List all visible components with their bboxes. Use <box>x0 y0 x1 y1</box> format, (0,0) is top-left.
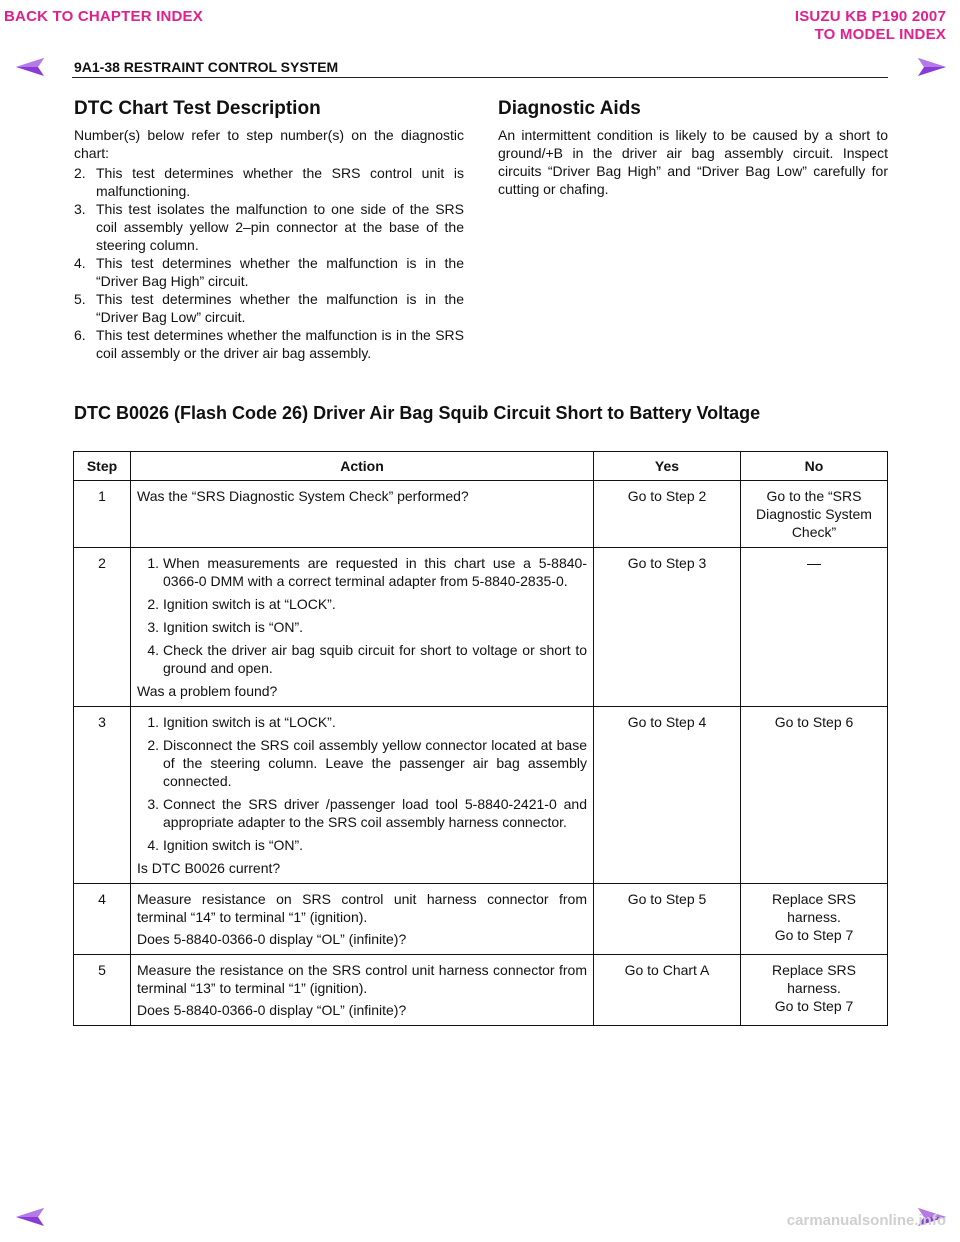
to-model-index-label: TO MODEL INDEX <box>814 26 946 43</box>
yes-cell <box>594 955 741 1026</box>
no-text: Go to Step 7 <box>774 998 854 1014</box>
action-step-number: 3. <box>147 619 159 635</box>
action-step-text: Ignition switch is at “LOCK”. <box>163 714 336 730</box>
action-step <box>137 713 587 731</box>
step-cell: 4 <box>74 884 131 955</box>
step-cell: 3 <box>74 707 131 884</box>
table-row <box>74 884 888 955</box>
no-text: Replace SRS <box>771 891 857 907</box>
no-text: ⎯⎯ <box>807 555 821 571</box>
model-name-label: ISUZU KB P190 2007 <box>794 8 946 25</box>
test-description-title: DTC Chart Test Description <box>74 98 321 119</box>
action-step <box>137 641 587 677</box>
action-step-number: 4. <box>147 642 159 658</box>
list-item-text: This test isolates the malfunction to one side of the SRS coil assembly yellow 2–pin connector at the base of the steering column. <box>96 201 464 253</box>
running-head: 9A1-38 RESTRAINT CONTROL SYSTEM <box>74 59 339 75</box>
dtc-title: DTC B0026 (Flash Code 26) Driver Air Bag Squib Circuit Short to Battery Voltage <box>74 403 761 423</box>
table-row <box>74 707 888 884</box>
yes-header: Yes <box>594 452 741 481</box>
no-header: No <box>741 452 888 481</box>
list-item-number: 5. <box>74 291 86 307</box>
action-cell <box>131 707 594 884</box>
test-description-list <box>74 164 464 362</box>
test-description-section <box>74 100 464 362</box>
step-cell: 5 <box>74 955 131 1026</box>
action-question: Was a problem found? <box>137 683 278 699</box>
step-cell: 1 <box>74 481 131 548</box>
list-item-text: This test determines whether the malfunction is in the SRS coil assembly or the driver air bag assembly. <box>96 327 464 361</box>
no-text: Go to the “SRS <box>766 488 862 504</box>
action-cell <box>131 548 594 707</box>
table-row <box>74 548 888 707</box>
action-text: Measure resistance on SRS control unit harness connector from terminal “14” to terminal “1” (ignition). <box>137 891 587 925</box>
header-divider <box>72 77 888 78</box>
list-item-text: This test determines whether the malfunction is in the “Driver Bag High” circuit. <box>96 255 464 289</box>
test-description-intro: Number(s) below refer to step number(s) on the diagnostic chart: <box>74 127 464 161</box>
step-header: Step <box>74 452 131 481</box>
no-text: Diagnostic System <box>756 506 872 522</box>
action-step-text: When measurements are requested in this chart use a 5-8840-0366-0 DMM with a correct terminal adapter from 5-8840-2835-0. <box>163 555 587 589</box>
no-text: Go to Step 7 <box>774 927 854 943</box>
diagnostic-aids-text: An intermittent condition is likely to be caused by a short to ground/+B in the driver air bag assembly circuit. Inspect circuits “Driver Bag High” and “Driver Bag Low” carefully for cutting or chafing. <box>498 127 888 197</box>
action-question: Does 5-8840-0366-0 display “OL” (infinite)? <box>137 1002 407 1018</box>
yes-cell <box>594 548 741 707</box>
action-steps-list <box>137 713 587 854</box>
dtc-table <box>73 451 888 1026</box>
action-step-number: 1. <box>147 555 159 571</box>
yes-text: Go to Chart A <box>624 962 710 978</box>
yes-text: Go to Step 2 <box>627 488 707 504</box>
yes-cell <box>594 884 741 955</box>
list-item <box>74 254 464 290</box>
step-cell: 2 <box>74 548 131 707</box>
no-cell <box>741 955 888 1026</box>
no-cell <box>741 481 888 548</box>
no-cell <box>741 884 888 955</box>
action-step <box>137 618 587 636</box>
no-text: harness. <box>787 909 841 925</box>
watermark: carmanualsonline.info <box>786 1212 946 1229</box>
action-cell <box>131 884 594 955</box>
action-question: Is DTC B0026 current? <box>137 860 281 876</box>
action-step-text: Ignition switch is “ON”. <box>163 837 304 853</box>
no-cell <box>741 707 888 884</box>
back-to-chapter-index-link[interactable]: BACK TO CHAPTER INDEX <box>4 8 203 25</box>
table-row <box>74 481 888 548</box>
action-step-text: Ignition switch is “ON”. <box>163 619 304 635</box>
previous-page-arrow-icon[interactable] <box>14 1206 48 1228</box>
action-question: Does 5-8840-0366-0 display “OL” (infinite)? <box>137 931 407 947</box>
action-step-text: Check the driver air bag squib circuit for short to voltage or short to ground and open. <box>163 642 587 676</box>
action-step-number: 3. <box>147 796 159 812</box>
no-text: Check” <box>791 524 837 540</box>
action-header: Action <box>131 452 594 481</box>
action-text: Measure the resistance on the SRS control unit harness connector from terminal “13” to terminal “1” (ignition). <box>137 962 587 996</box>
list-item <box>74 290 464 326</box>
no-text: Go to Step 6 <box>774 714 854 730</box>
action-cell <box>131 481 594 548</box>
action-step-text: Ignition switch is at “LOCK”. <box>163 596 336 612</box>
list-item-number: 2. <box>74 165 86 181</box>
no-text: Replace SRS <box>771 962 857 978</box>
action-step <box>137 554 587 590</box>
yes-cell <box>594 481 741 548</box>
yes-cell <box>594 707 741 884</box>
list-item-text: This test determines whether the SRS control unit is malfunctioning. <box>96 165 464 199</box>
yes-text: Go to Step 3 <box>627 555 707 571</box>
action-step-number: 4. <box>147 837 159 853</box>
no-text: harness. <box>787 980 841 996</box>
no-cell <box>741 548 888 707</box>
action-step-number: 1. <box>147 714 159 730</box>
action-step-number: 2. <box>147 596 159 612</box>
diagnostic-aids-title: Diagnostic Aids <box>498 98 641 119</box>
next-page-arrow-icon[interactable] <box>914 56 948 78</box>
action-step <box>137 795 587 831</box>
action-cell <box>131 955 594 1026</box>
list-item-number: 6. <box>74 327 86 343</box>
table-row <box>74 955 888 1026</box>
action-step-number: 2. <box>147 737 159 753</box>
action-step-text: Connect the SRS driver /passenger load tool 5-8840-2421-0 and appropriate adapter to the SRS coil assembly harness connector. <box>163 796 587 830</box>
table-header-row <box>74 452 888 481</box>
yes-text: Go to Step 4 <box>627 714 707 730</box>
list-item-text: This test determines whether the malfunction is in the “Driver Bag Low” circuit. <box>96 291 464 325</box>
list-item <box>74 200 464 254</box>
list-item-number: 3. <box>74 201 86 217</box>
previous-page-arrow-icon[interactable] <box>14 56 48 78</box>
action-step <box>137 836 587 854</box>
action-steps-list <box>137 554 587 677</box>
list-item-number: 4. <box>74 255 86 271</box>
action-question: Was the “SRS Diagnostic System Check” performed? <box>137 488 469 504</box>
action-step <box>137 595 587 613</box>
action-step-text: Disconnect the SRS coil assembly yellow connector located at base of the steering column. Leave the passenger air bag assembly connected. <box>163 737 587 789</box>
model-index-link[interactable] <box>795 8 946 44</box>
diagnostic-aids-section <box>498 100 888 200</box>
list-item <box>74 326 464 362</box>
list-item <box>74 164 464 200</box>
action-step <box>137 736 587 790</box>
yes-text: Go to Step 5 <box>627 891 707 907</box>
